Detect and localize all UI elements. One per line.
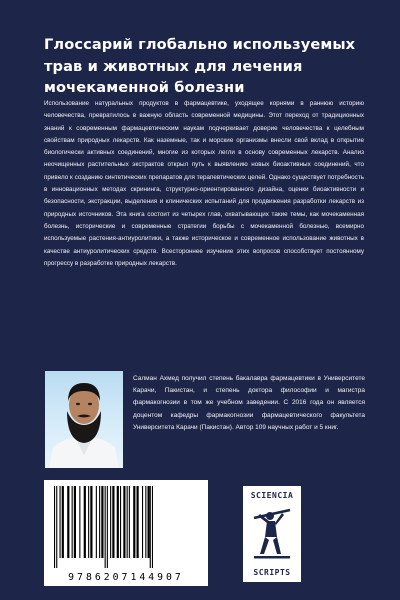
publisher-name-line1: SCIENCIA — [250, 491, 294, 500]
barcode-bars — [50, 486, 202, 568]
publisher-emblem-icon — [250, 504, 294, 562]
publisher-name-line2: SCRIPTS — [253, 568, 291, 577]
author-photo — [45, 371, 123, 468]
barcode — [44, 480, 208, 586]
book-title: Глоссарий глобально используемых трав и животных для лечения мочекаменной болезни — [44, 36, 356, 96]
publisher-logo — [243, 486, 301, 582]
book-description: Использование натуральных продуктов в фармацевтике, уходящее корнями в раннюю историю человечества, превратилось в важную область современной медицины. Этот переход от традиционных знаний к современным фармацевтическим наукам подчеркивает доверие человечества к целебным свойствам природных лекарств. Как наземные, так и морские организмы внесли свой вклад в открытие биологически активных соединений, многие из которых легли в основу современных лекарств. Анализ неочищенных растительных экстрактов открыл путь к выявлению новых биоактивных соединений, что привело к созданию синтетических препаратов для терапевтических целей. Однако существует потребность в инновационных методах скрининга, структурно-ориентированного дизайна, оценки биоактивности и безопасности, экстракции, выделения и клинических испытаний для продвижения разработки лекарств из природных источников. Эта книга состоит из четырех глав, охватывающих такие темы, как мочекаменная болезнь, исторические и современные стратегии борьбы с мочекаменной болезнью, всемирно используемые растения-антиуролитики, а также историческое и современное использование животных в качестве антиуролитических средств. Всестороннее изучение этих вопросов способствует постоянному прогрессу в разработке природных лекарств. — [44, 100, 364, 267]
author-bio: Салман Ахмед получил степень бакалавра фармацевтики в Университете Карачи, Пакистан, и степень доктора философии и магистра фармакогнозии в том же учебном заведении. С 2016 года он является доцентом кафедры фармакогнозии фармацевтического факультета Университета Карачи (Пакистан). Автор 109 научных работ и 5 книг. — [133, 375, 365, 431]
barcode-number: 9786207144907 — [68, 572, 184, 583]
author-portrait-image — [45, 371, 123, 468]
